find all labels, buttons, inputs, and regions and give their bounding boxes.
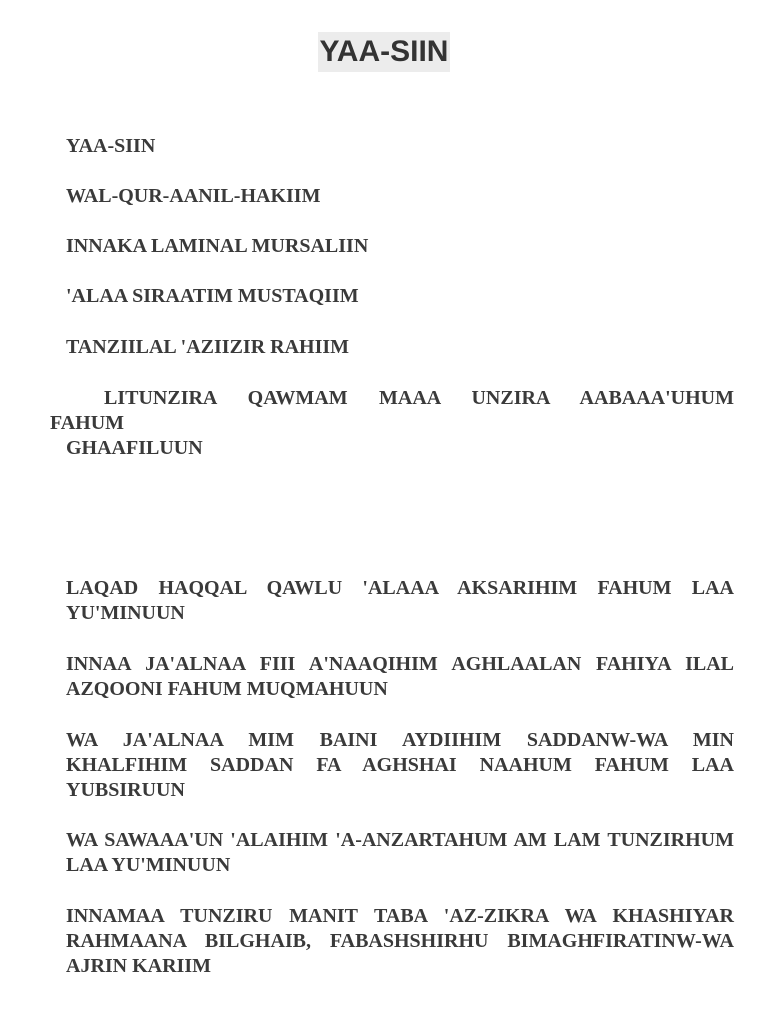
verse-4: 'ALAA SIRAATIM MUSTAQIIM [66,285,359,307]
verse-6 [50,386,734,461]
verse-10: WA SAWAAA'UN 'ALAIHIM 'A-ANZARTAHUM AM LAM TUNZIRHUM LAA YU'MINUUN [66,829,734,876]
page-title: YAA-SIIN [318,32,451,72]
verse-6-line-3: GHAAFILUUN [66,437,203,459]
verse-2: WAL-QUR-AANIL-HAKIIM [66,185,321,207]
verse-6-line-1: LITUNZIRA QAWMAM MAAA UNZIRA AABAAA'UHUM [104,387,734,409]
verse-5: TANZIILAL 'AZIIZIR RAHIIM [66,336,350,358]
verse-7: LAQAD HAQQAL QAWLU 'ALAAA AKSARIHIM FAHUM LAA YU'MINUUN [66,577,734,624]
verse-1: YAA-SIIN [66,135,156,157]
verse-6-line-2: FAHUM [50,412,125,434]
title-wrapper [0,32,768,72]
verse-9: WA JA'ALNAA MIM BAINI AYDIIHIM SADDANW-WA MIN KHALFIHIM SADDAN FA AGHSHAI NAAHUM FAHUM LAA YUBSIRUUN [66,729,734,801]
verse-8: INNAA JA'ALNAA FIII A'NAAQIHIM AGHLAALAN FAHIYA ILAL AZQOONI FAHUM MUQMAHUUN [66,653,734,700]
verse-11: INNAMAA TUNZIRU MANIT TABA 'AZ-ZIKRA WA KHASHIYAR RAHMAANA BILGHAIB, FABASHSHIRHU BIMAGHFIRATINW-WA AJRIN KARIIM [66,905,734,977]
verse-3: INNAKA LAMINAL MURSALIIN [66,235,369,257]
